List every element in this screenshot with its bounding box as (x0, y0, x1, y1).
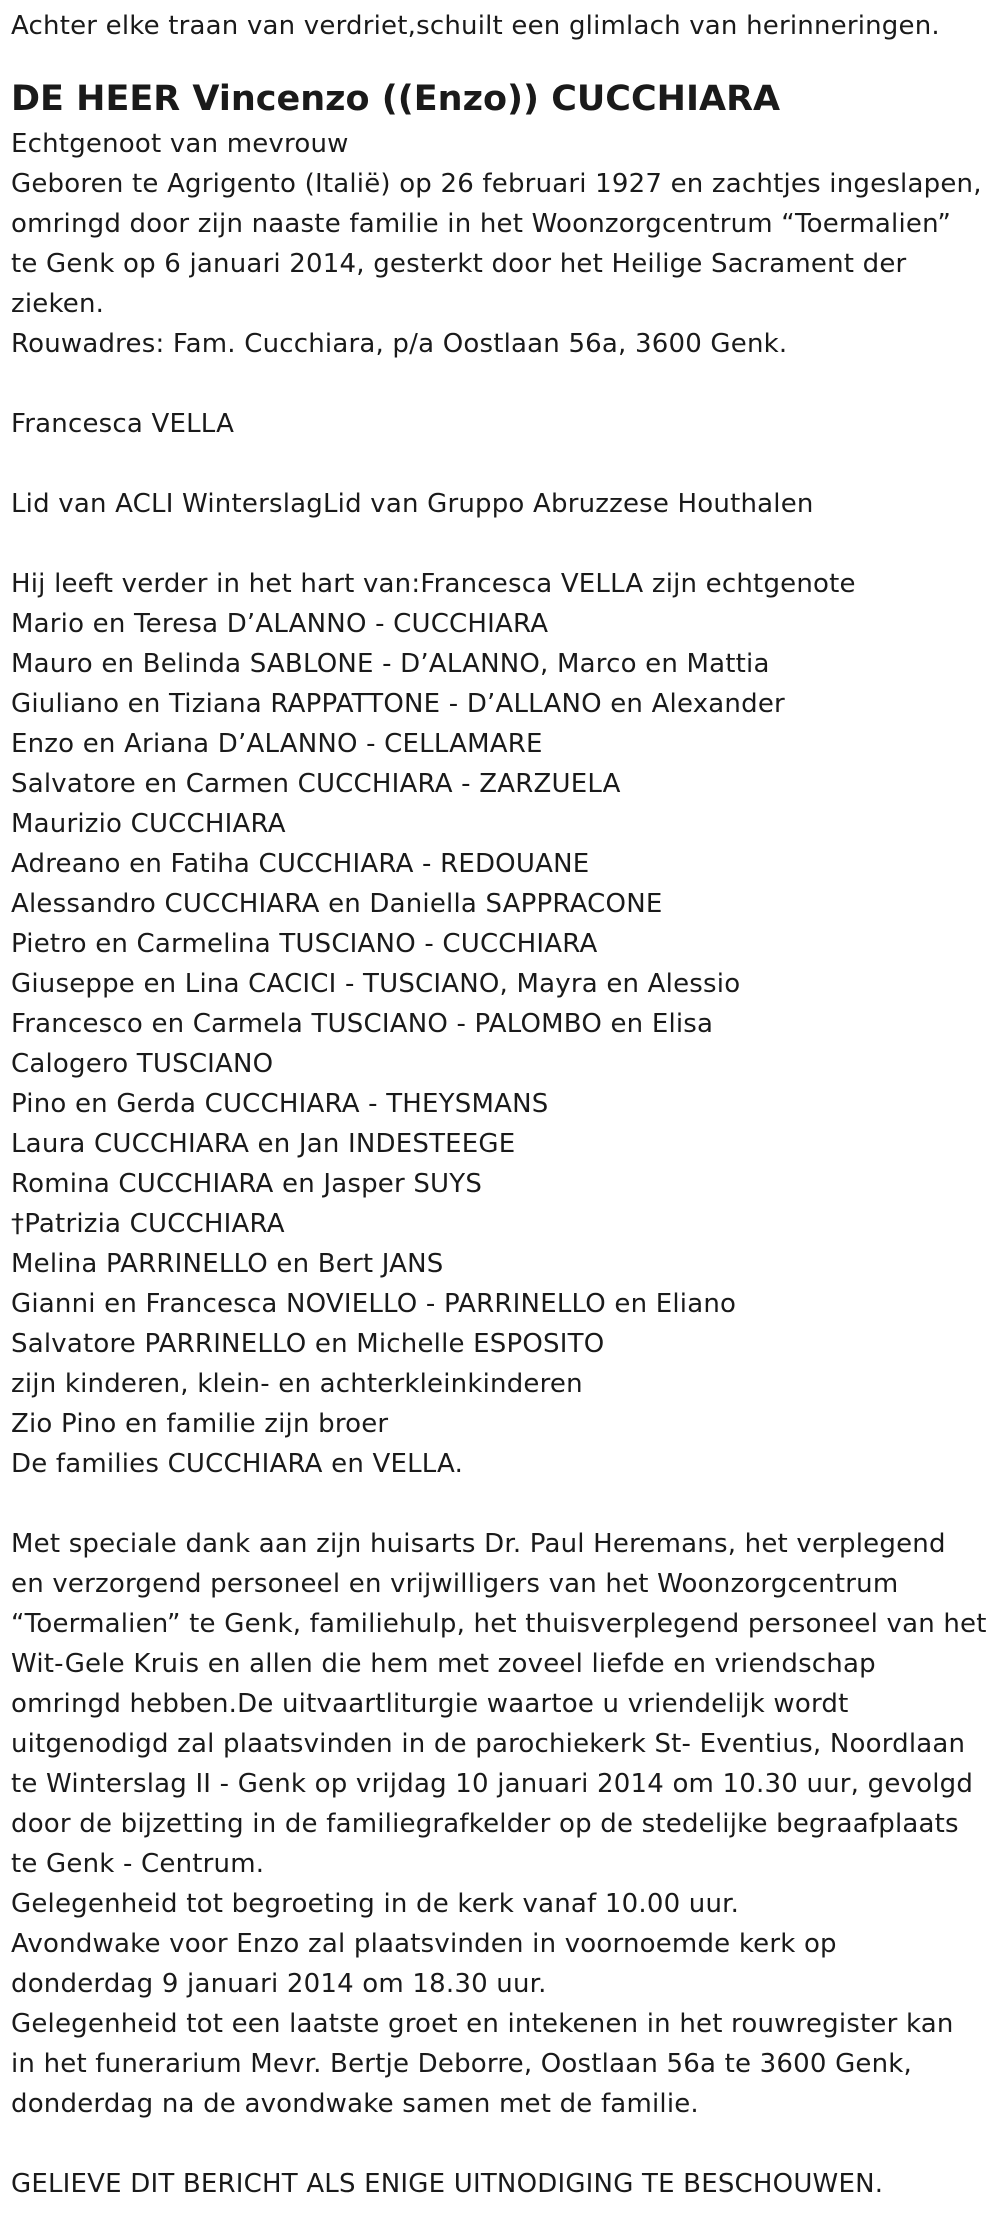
thanks-line: omringd hebben.De uitvaartliturgie waartoe u vriendelijk wordt (11, 1689, 849, 1719)
family-line: Melina PARRINELLO en Bert JANS (11, 1249, 444, 1279)
family-line: Calogero TUSCIANO (11, 1049, 274, 1079)
spouse-name: Francesca VELLA (11, 409, 235, 439)
membership-text: Lid van ACLI WinterslagLid van Gruppo Abruzzese Houthalen (11, 489, 814, 519)
thanks-section (11, 1524, 991, 2124)
intro-line: omringd door zijn naaste familie in het Woonzorgcentrum “Toermalien” (11, 209, 951, 239)
thanks-line: Wit-Gele Kruis en allen die hem met zoveel liefde en vriendschap (11, 1649, 876, 1679)
intro-line: zieken. (11, 289, 105, 319)
family-line: Francesco en Carmela TUSCIANO - PALOMBO en Elisa (11, 1009, 714, 1039)
family-line: Gianni en Francesca NOVIELLO - PARRINELLO en Eliano (11, 1289, 737, 1319)
family-line: Adreano en Fatiha CUCCHIARA - REDOUANE (11, 849, 590, 879)
intro-line: Echtgenoot van mevrouw (11, 129, 349, 159)
thanks-line: Gelegenheid tot een laatste groet en intekenen in het rouwregister kan (11, 2009, 954, 2039)
spacer (11, 2124, 991, 2164)
family-line: Giuseppe en Lina CACICI - TUSCIANO, Mayra en Alessio (11, 969, 741, 999)
family-line: Hij leeft verder in het hart van:Francesca VELLA zijn echtgenote (11, 569, 856, 599)
intro-line: Rouwadres: Fam. Cucchiara, p/a Oostlaan 56a, 3600 Genk. (11, 329, 788, 359)
deceased-name: DE HEER Vincenzo ((Enzo)) CUCCHIARA (11, 79, 781, 119)
spacer (11, 364, 991, 404)
thanks-line: Avondwake voor Enzo zal plaatsvinden in voornoemde kerk op (11, 1929, 837, 1959)
obituary-notice (11, 0, 991, 2204)
family-line: Enzo en Ariana D’ALANNO - CELLAMARE (11, 729, 543, 759)
thanks-line: uitgenodigd zal plaatsvinden in de parochiekerk St- Eventius, Noordlaan (11, 1729, 966, 1759)
thanks-line: donderdag 9 januari 2014 om 18.30 uur. (11, 1969, 547, 1999)
thanks-line: Met speciale dank aan zijn huisarts Dr. Paul Heremans, het verplegend (11, 1529, 946, 1559)
thanks-line: te Winterslag II - Genk op vrijdag 10 januari 2014 om 10.30 uur, gevolgd (11, 1769, 974, 1799)
family-line: De families CUCCHIARA en VELLA. (11, 1449, 464, 1479)
intro-line: Geboren te Agrigento (Italië) op 26 februari 1927 en zachtjes ingeslapen, (11, 169, 982, 199)
intro-section (11, 124, 991, 364)
family-line: Giuliano en Tiziana RAPPATTONE - D’ALLANO en Alexander (11, 689, 785, 719)
intro-line: te Genk op 6 januari 2014, gesterkt door het Heilige Sacrament der (11, 249, 907, 279)
family-list (11, 564, 991, 1484)
family-line: Mario en Teresa D’ALANNO - CUCCHIARA (11, 609, 549, 639)
family-line: †Patrizia CUCCHIARA (11, 1209, 285, 1239)
family-line: zijn kinderen, klein- en achterkleinkinderen (11, 1369, 583, 1399)
thanks-line: en verzorgend personeel en vrijwilligers van het Woonzorgcentrum (11, 1569, 899, 1599)
family-line: Salvatore PARRINELLO en Michelle ESPOSITO (11, 1329, 605, 1359)
thanks-line: “Toermalien” te Genk, familiehulp, het thuisverplegend personeel van het (11, 1609, 987, 1639)
family-line: Mauro en Belinda SABLONE - D’ALANNO, Marco en Mattia (11, 649, 770, 679)
thanks-line: door de bijzetting in de familiegrafkelder op de stedelijke begraafplaats (11, 1809, 959, 1839)
thanks-line: donderdag na de avondwake samen met de familie. (11, 2089, 699, 2119)
family-line: Romina CUCCHIARA en Jasper SUYS (11, 1169, 483, 1199)
thanks-line: Gelegenheid tot begroeting in de kerk vanaf 10.00 uur. (11, 1889, 740, 1919)
family-line: Maurizio CUCCHIARA (11, 809, 286, 839)
family-line: Salvatore en Carmen CUCCHIARA - ZARZUELA (11, 769, 621, 799)
family-line: Zio Pino en familie zijn broer (11, 1409, 389, 1439)
family-line: Alessandro CUCCHIARA en Daniella SAPPRACONE (11, 889, 663, 919)
thanks-line: te Genk - Centrum. (11, 1849, 265, 1879)
closing-text: GELIEVE DIT BERICHT ALS ENIGE UITNODIGING TE BESCHOUWEN. (11, 2169, 884, 2199)
family-line: Pietro en Carmelina TUSCIANO - CUCCHIARA (11, 929, 598, 959)
family-line: Laura CUCCHIARA en Jan INDESTEEGE (11, 1129, 516, 1159)
spacer (11, 524, 991, 564)
quote-text: Achter elke traan van verdriet,schuilt een glimlach van herinneringen. (11, 11, 940, 41)
spacer (11, 444, 991, 484)
spacer (11, 1484, 991, 1524)
thanks-line: in het funerarium Mevr. Bertje Deborre, Oostlaan 56a te 3600 Genk, (11, 2049, 913, 2079)
family-line: Pino en Gerda CUCCHIARA - THEYSMANS (11, 1089, 549, 1119)
